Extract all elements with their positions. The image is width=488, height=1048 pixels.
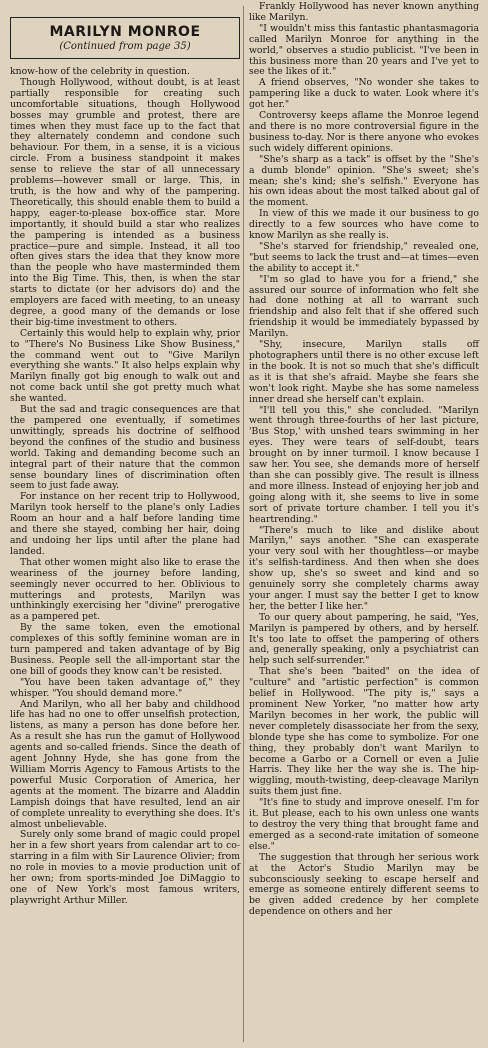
paragraph: "I'm so glad to have you for a friend," she assured our source of information who felt she had done nothing at all to warrant such friendship and also felt that if she offered such friendship it would be immediately bypassed by Marilyn. xyxy=(249,273,479,340)
paragraph: To our query about pampering, he said, "Yes, Marilyn is pampered by others, and by herself. It's too late to offset the pampering of others and, generally speaking, only a psychiatrist can help such self-surrender." xyxy=(249,611,479,667)
paragraph: That other women might also like to erase the weariness of the journey before landing, seemingly never occurred to her. Oblivious to mutterings and protests, Marilyn was unthinkingly exercising her "divine" prerogative as a pampered pet. xyxy=(10,556,240,623)
paragraph: But the sad and tragic consequences are that the pampered one eventually, if sometimes unwittingly, spreads his doctrine of selfhood beyond the confines of the studio and business world. Taking and demanding become such an integral part of their nature that the common sense boundary lines of discrimination often seem to just fade away. xyxy=(10,404,240,492)
column-divider xyxy=(243,6,244,1042)
paragraph: "You have been taken advantage of," they whisper. "You should demand more." xyxy=(10,676,240,699)
paragraph: The suggestion that through her serious work at the Actor's Studio Marilyn may be subconsciously seeking to escape herself and emerge as someone entirely different seems to be given added credence by her complete dependence on others and her xyxy=(249,851,479,918)
article-title: MARILYN MONROE xyxy=(49,24,201,40)
paragraph: "I'll tell you this," she concluded. "Marilyn went through three-fourths of her last picture, 'Bus Stop,' with unshed tears swimming in her eyes. They were tears of self-doubt, tears brought on by inner turmoil. I know because I saw her. You see, she demands more of herself than she can possibly give. The result is illness and more illness. Instead of enjoying her job and going along with it, she seems to live in some sort of private torture chamber. I tell you it's heartrending." xyxy=(249,404,479,525)
paragraph: Certainly this would help to explain why, prior to "There's No Business Like Show Business," the command went out to "Give Marilyn everything she wants." It also helps explain why Marilyn finally got big enough to walk out and not come back until she got pretty much what she wanted. xyxy=(10,327,240,405)
paragraph: "She's sharp as a tack" is offset by the "She's a dumb blonde" opinion. "She's sweet; she's mean; she's kind; she's selfish." Everyone has his own ideas about the most talked about gal of the moment. xyxy=(249,153,479,209)
paragraph: "There's much to like and dislike about Marilyn," says another. "She can exasperate your very soul with her thoughtless—or maybe it's selfish-tardiness. And then when she does show up, she's so sweet and kind and so genuinely sorry she completely charms away your anger. I must say the better I get to know her, the better I like her." xyxy=(249,524,479,612)
paragraph: By the same token, even the emotional complexes of this softly feminine woman are in turn pampered and taken advantage of by Big Business. People sell the all-important star the one bill of goods they know can't be resisted. xyxy=(10,622,240,677)
paragraph: "She's starved for friendship," revealed one, "but seems to lack the trust and—at times—even the ability to accept it." xyxy=(249,240,479,274)
right-column xyxy=(249,2,479,918)
paragraph: "I wouldn't miss this fantastic phantasmagoria called Marilyn Monroe for anything in the world," observes a studio publicist. "I've been in this business more than 20 years and I've yet to see the likes of it." xyxy=(249,22,479,78)
paragraph: "It's fine to study and improve oneself. I'm for it. But please, each to his own unless one wants to destroy the very thing that brought fame and emerged as a second-rate imitation of someone else." xyxy=(249,797,479,852)
continuation-header xyxy=(10,17,240,59)
paragraph: That she's been "baited" on the idea of "culture" and "artistic perfection" is common belief in Hollywood. "The pity is," says a prominent New Yorker, "no matter how arty Marilyn becomes in her work, the public will never completely disassociate her from the sexy, blonde type she has come to symbolize. For one thing, they probably don't want Marilyn to become a Garbo or a Cornell or even a Julie Harris. They like her the way she is. The hip-wiggling, mouth-twisting, deep-cleavage Marilyn suits them just fine. xyxy=(249,666,479,798)
paragraph: A friend observes, "No wonder she takes to pampering like a duck to water. Look where it's got her." xyxy=(249,77,479,111)
paragraph: know-how of the celebrity in question. xyxy=(10,66,190,77)
left-column xyxy=(10,8,240,907)
paragraph: Frankly Hollywood has never known anything like Marilyn. xyxy=(249,1,479,23)
paragraph: In view of this we made it our business to go directly to a few sources who have come to know Marilyn as she really is. xyxy=(249,208,479,242)
paragraph: "Shy, insecure, Marilyn stalls off photographers until there is no other excuse left in the book. It is not so much that she's difficult as it is that she's afraid. Maybe she fears she won't look right. Maybe she has some nameless inner dread she herself can't explain. xyxy=(249,339,479,405)
continuation-note: (Continued from page 35) xyxy=(59,41,191,52)
paragraph: For instance on her recent trip to Hollywood, Marilyn took herself to the plane's only Ladies Room an hour and a half before landing time and there she stayed, combing her hair, doing and undoing her lips until after the plane had landed. xyxy=(10,491,240,557)
paragraph: Though Hollywood, without doubt, is at least partially responsible for creating such uncomfortable situations, though Hollywood bosses may grumble and protest, there are times when they must face up to the fact that they alternately condemn and condone such behaviour. For them, in a sense, it is a vicious circle. From a business standpoint it makes sense to relieve the star of all unnecessary problems—however small or large. This, in truth, is the how and why of the pampering. Theoretically, this should enable them to build a happy, eager-to-please box-office star. More importantly, it should build a star who realizes the pampering is intended as a business practice—pure and simple. Instead, it all too often gives stars the idea that they know more than the people who have masterminded them into the Big Time. This, then, is when the star starts to dictate (or her advisors do) and the employers are faced with meeting, to an uneasy degree, a good many of the demands or lose their big-time investment to others. xyxy=(10,76,240,328)
paragraph: And Marilyn, who all her baby and childhood life has had no one to offer unselfish protection, listens, as many a person has done before her. As a result she has run the gamut of Hollywood agents and so-called friends. Since the death of agent Johnny Hyde, she has gone from the William Morris Agency to Famous Artists to the powerful Music Corporation of America, her agents at the moment. The bizarre and Aladdin Lampish doings that have resulted, lend an air of complete unreality to everything she does. It's almost unbelievable. xyxy=(10,698,240,830)
paragraph: Surely only some brand of magic could propel her in a few short years from calendar art to co-starring in a film with Sir Laurence Olivier; from no role in movies to a movie production unit of her own; from sports-minded Joe DiMaggio to one of New York's most famous writers, playwright Arthur Miller. xyxy=(10,829,240,906)
paragraph: Controversy keeps aflame the Monroe legend and there is no more controversial figure in the business to-day. Nor is there anyone who evokes such widely different opinions. xyxy=(249,110,479,154)
